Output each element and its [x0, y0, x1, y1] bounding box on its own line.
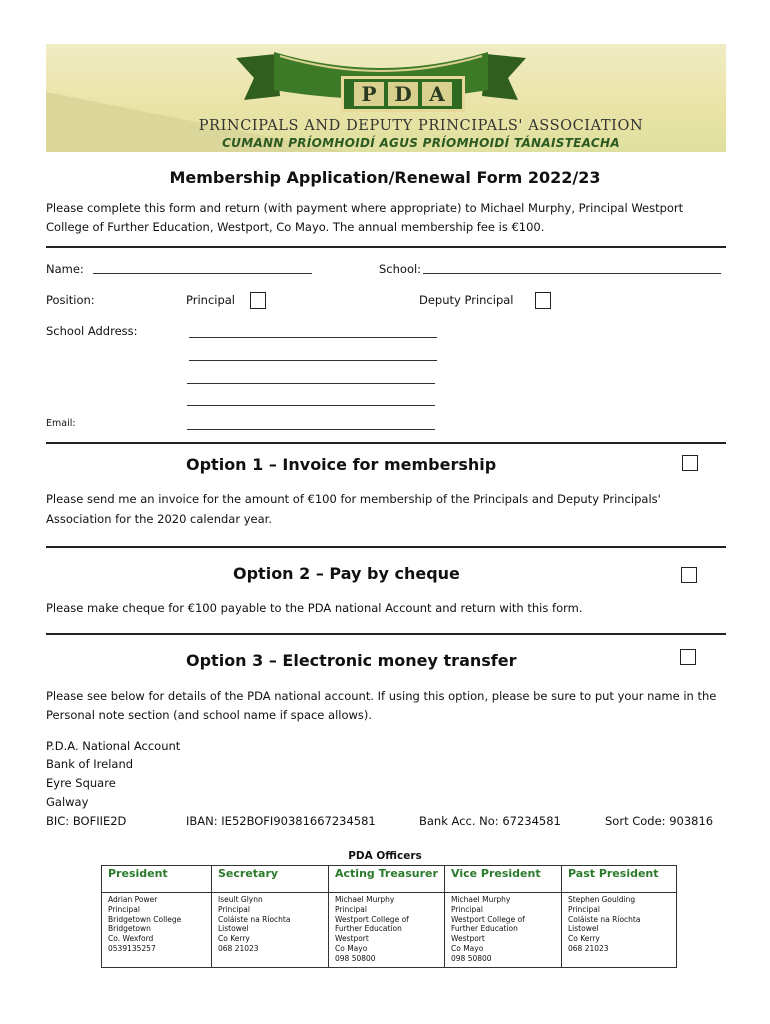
pda-banner — [46, 44, 726, 152]
officer-role-president: President — [102, 866, 212, 893]
officer-line: Coláiste na Ríochta — [568, 914, 641, 924]
email-field[interactable] — [187, 429, 435, 430]
option-1-title: Option 1 – Invoice for membership — [186, 455, 497, 474]
officer-line: 0539135257 — [108, 943, 156, 953]
bank-name: Bank of Ireland — [46, 757, 134, 771]
officer-line: 098 50800 — [335, 953, 376, 963]
pda-logo — [341, 76, 465, 112]
principal-label: Principal — [186, 293, 236, 307]
officer-line: Coláiste na Ríochta — [218, 914, 291, 924]
officer-line: Co Kerry — [568, 934, 600, 944]
option-2-text: Please make cheque for €100 payable to the PDA national Account and return with this form. — [46, 601, 583, 615]
sort-code: Sort Code: 903816 — [605, 814, 714, 828]
name-label: Name: — [46, 262, 84, 276]
officer-line: Co. Wexford — [108, 934, 154, 944]
officer-line: Listowel — [568, 924, 599, 934]
officer-details-president — [102, 893, 212, 968]
officer-line: Co Mayo — [335, 943, 368, 953]
officer-line: Iseult Glynn — [218, 895, 263, 904]
officers-table — [101, 865, 677, 968]
officer-details-secretary — [212, 893, 329, 968]
logo-letter-p: P — [354, 82, 384, 106]
bank-street: Eyre Square — [46, 776, 116, 790]
officer-line: Michael Murphy — [451, 895, 511, 904]
logo-letter-a: A — [422, 82, 452, 106]
officer-role-treasurer: Acting Treasurer — [329, 866, 445, 893]
officer-line: Listowel — [218, 924, 249, 934]
officer-role-secretary: Secretary — [212, 866, 329, 893]
option-3-text-line-1: Please see below for details of the PDA national account. If using this option, please be sure to put your name in the — [46, 689, 717, 703]
option-3-text-line-2: Personal note section (and school name if space allows). — [46, 708, 373, 722]
officer-line: Westport College of — [335, 914, 409, 924]
bank-account-name: P.D.A. National Account — [46, 739, 181, 753]
officer-line: Co Mayo — [451, 943, 484, 953]
school-field[interactable] — [423, 273, 721, 274]
option-1-checkbox[interactable] — [682, 455, 698, 471]
email-label: Email: — [46, 418, 76, 429]
officer-line: Principal — [108, 904, 140, 914]
school-label: School: — [379, 262, 422, 276]
option-1-text-line-2: Association for the 2020 calendar year. — [46, 512, 272, 526]
officer-role-past-president: Past President — [562, 866, 677, 893]
officer-line: Principal — [451, 904, 483, 914]
officer-line: Further Education — [451, 924, 518, 934]
option-3-checkbox[interactable] — [680, 649, 696, 665]
officer-line: Westport College of — [451, 914, 525, 924]
form-title: Membership Application/Renewal Form 2022/23 — [169, 168, 601, 187]
officer-line: Westport — [335, 934, 369, 944]
principal-checkbox[interactable] — [250, 292, 266, 309]
officer-details-past-president — [562, 893, 677, 968]
officer-line: Principal — [335, 904, 367, 914]
address-line-4-field[interactable] — [187, 405, 435, 406]
address-line-3-field[interactable] — [187, 383, 435, 384]
officer-line: Principal — [218, 904, 250, 914]
officers-detail-row — [102, 893, 677, 968]
option-1-text-line-1: Please send me an invoice for the amount of €100 for membership of the Principals and Deputy Principals' — [46, 492, 661, 506]
officer-line: Bridgetown College — [108, 914, 182, 924]
officers-title: PDA Officers — [348, 850, 422, 862]
name-field[interactable] — [93, 273, 312, 274]
bic-code: BIC: BOFIIE2D — [46, 814, 127, 828]
deputy-principal-checkbox[interactable] — [535, 292, 551, 309]
officer-line: 098 50800 — [451, 953, 492, 963]
officer-details-treasurer — [329, 893, 445, 968]
officer-line: Bridgetown — [108, 924, 151, 934]
officer-line: Stephen Goulding — [568, 895, 636, 904]
officer-line: Westport — [451, 934, 485, 944]
position-label: Position: — [46, 293, 95, 307]
intro-line-1: Please complete this form and return (with payment where appropriate) to Michael Murphy, Principal Westport — [46, 201, 684, 215]
section-divider — [46, 442, 726, 444]
address-line-2-field[interactable] — [189, 360, 437, 361]
association-name-english: PRINCIPALS AND DEPUTY PRINCIPALS' ASSOCIATION — [198, 118, 644, 134]
officer-role-vice-president: Vice President — [445, 866, 562, 893]
officers-header-row — [102, 866, 677, 893]
section-divider — [46, 546, 726, 548]
deputy-principal-label: Deputy Principal — [419, 293, 514, 307]
officer-line: 068 21023 — [218, 943, 259, 953]
officer-line: Co Kerry — [218, 934, 250, 944]
school-address-label: School Address: — [46, 324, 138, 338]
iban: IBAN: IE52BOFI90381667234581 — [186, 814, 376, 828]
officer-line: Michael Murphy — [335, 895, 395, 904]
bank-city: Galway — [46, 795, 89, 809]
intro-line-2: College of Further Education, Westport, Co Mayo. The annual membership fee is €100. — [46, 220, 545, 234]
officer-details-vice-president — [445, 893, 562, 968]
officer-line: Principal — [568, 904, 600, 914]
option-2-title: Option 2 – Pay by cheque — [233, 564, 460, 583]
bank-account-number: Bank Acc. No: 67234581 — [419, 814, 561, 828]
section-divider — [46, 633, 726, 635]
section-divider — [46, 246, 726, 248]
officer-line: 068 21023 — [568, 943, 609, 953]
option-2-checkbox[interactable] — [681, 567, 697, 583]
option-3-title: Option 3 – Electronic money transfer — [186, 651, 517, 670]
address-line-1-field[interactable] — [189, 337, 437, 338]
logo-letter-d: D — [388, 82, 418, 106]
officer-line: Further Education — [335, 924, 402, 934]
officer-line: Adrian Power — [108, 895, 158, 904]
association-name-irish: CUMANN PRÍOMHOIDÍ AGUS PRÍOMHOIDÍ TÁNAISTEACHA — [222, 136, 620, 150]
